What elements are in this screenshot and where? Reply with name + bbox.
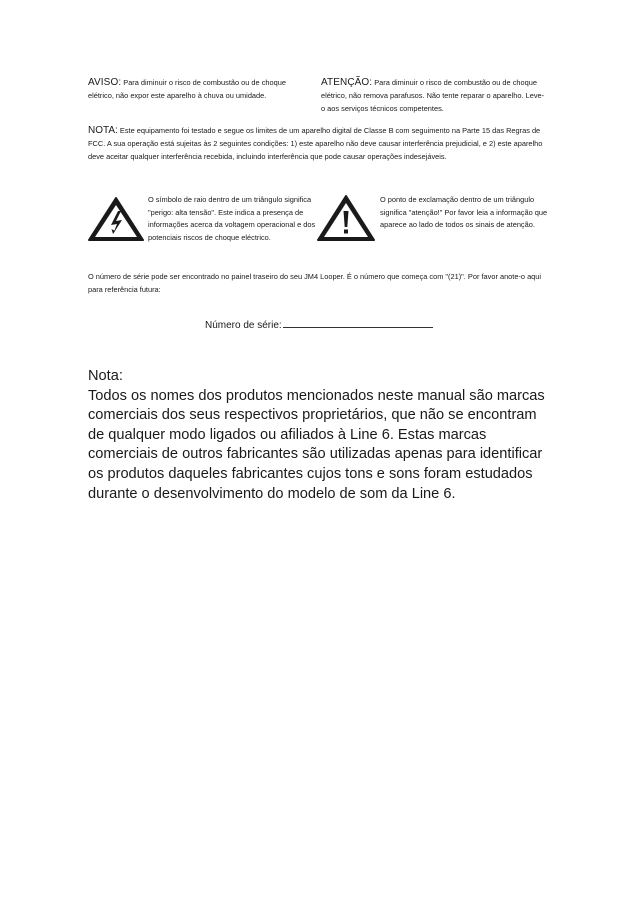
- atencao-label: ATENÇÃO:: [321, 77, 373, 88]
- high-voltage-warning-icon: [87, 196, 145, 242]
- fcc-note-label: NOTA:: [88, 125, 118, 136]
- caution-exclamation-icon: [316, 194, 376, 242]
- serial-number-blank-line: [283, 318, 433, 328]
- trademark-heading: Nota:: [88, 368, 123, 384]
- serial-number-note: O número de série pode ser encontrado no painel traseiro do seu JM4 Looper. É o número que começa com "(21)". Por favor anote-o aqui para referência futura:: [88, 272, 542, 294]
- atencao-warning: [321, 76, 546, 115]
- atencao-text: Para diminuir o risco de combustão ou de choque elétrico, não remova parafusos. Não tente reparar o aparelho. Leve-o aos serviços técnicos competentes.: [321, 78, 545, 113]
- trademark-note: [88, 367, 548, 504]
- serial-number-field: [205, 318, 433, 331]
- fcc-note-text: Este equipamento foi testado e segue os limites de um aparelho digital de Classe B com seguimento na Parte 15 das Regras de FCC. A sua operação está sujeitas às 2 seguintes condições: 1) este aparelho não deve causar interferência prejudicial, e 2) este aparelho deve aceitar qualquer interferência recebida, incluindo interferência que pode causar operações indesejáveis.: [88, 126, 543, 161]
- fcc-note: [88, 124, 548, 163]
- trademark-text: Todos os nomes dos produtos mencionados neste manual são marcas comerciais dos seus respectivos proprietários, que não se encontram de qualquer modo ligados ou afiliados à Line 6. Estas marcas comerciais de outros fabricantes são utilizadas apenas para identificar os produtos daqueles fabricantes cujos tons e sons foram estudados durante o desenvolvimento do modelo de som da Line 6.: [88, 387, 545, 502]
- exclamation-symbol-description: O ponto de exclamação dentro de um triângulo significa "atenção!" Por favor leia a informação que aparece ao lado de todos os sinais de atenção.: [380, 195, 548, 230]
- aviso-warning: [88, 76, 313, 102]
- aviso-text: Para diminuir o risco de combustão ou de choque elétrico, não expor este aparelho à chuva ou umidade.: [88, 78, 286, 100]
- serial-number-label: Número de série:: [205, 320, 282, 331]
- lightning-symbol-description: O símbolo de raio dentro de um triângulo significa "perigo: alta tensão". Este indica a presença de informações acerca da voltagem operacional e dos potenciais riscos de choque eléctrico.: [148, 195, 316, 242]
- aviso-label: AVISO:: [88, 77, 122, 88]
